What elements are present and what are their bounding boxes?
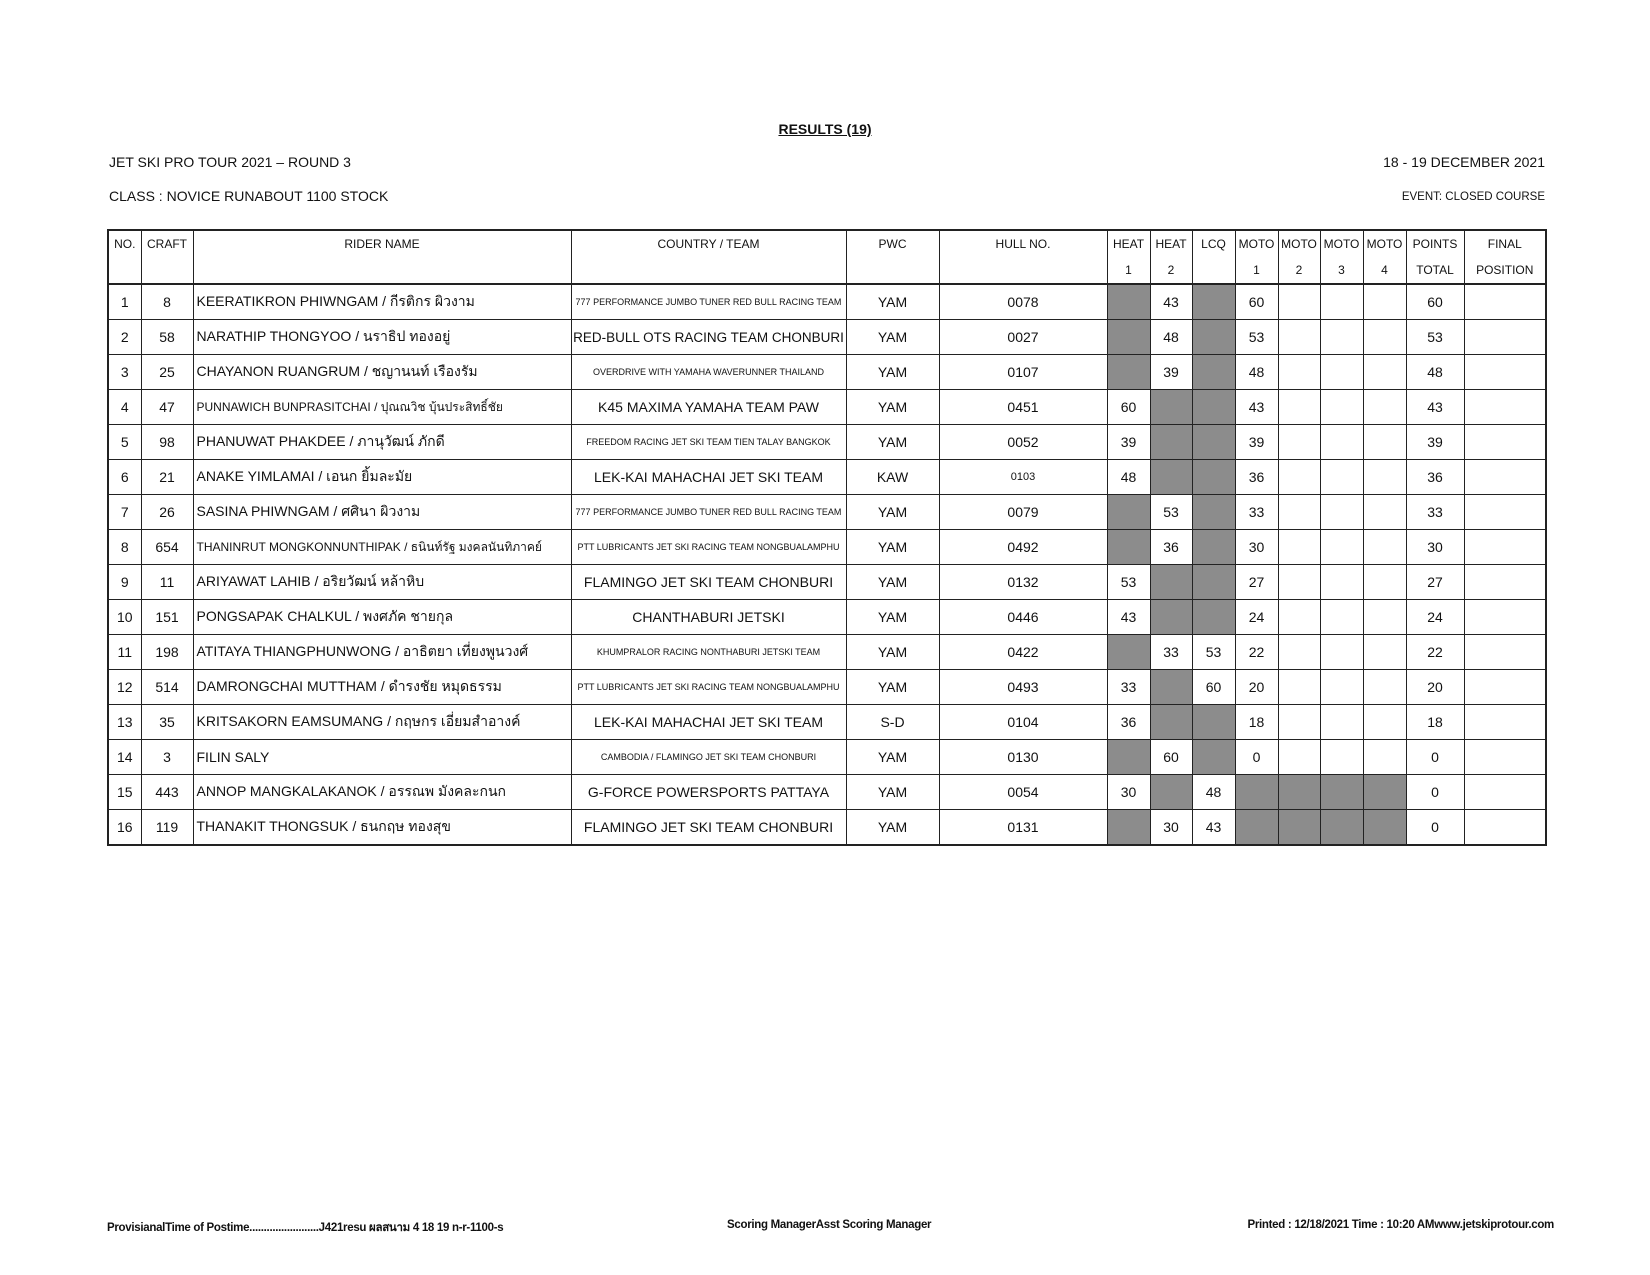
cell-hull: 0493 [939, 670, 1107, 705]
cell-rider: ATITAYA THIANGPHUNWONG / อาธิตยา เที่ยงพูนวงศ์ [193, 635, 571, 670]
cell-no: 13 [108, 705, 141, 740]
cell-final [1464, 565, 1546, 600]
cell-moto3 [1320, 390, 1363, 425]
cell-total: 0 [1406, 740, 1464, 775]
cell-pwc: YAM [846, 670, 939, 705]
table-row [108, 635, 1546, 670]
cell-team: K45 MAXIMA YAMAHA TEAM PAW [571, 390, 846, 425]
cell-hull: 0132 [939, 565, 1107, 600]
cell-craft: 151 [141, 600, 193, 635]
cell-final [1464, 390, 1546, 425]
table-row [108, 600, 1546, 635]
cell-moto2 [1278, 705, 1320, 740]
cell-moto1: 22 [1235, 635, 1278, 670]
cell-rider: ARIYAWAT LAHIB / อริยวัฒน์ หล้าหิบ [193, 565, 571, 600]
cell-heat2: 60 [1150, 740, 1192, 775]
table-row [108, 320, 1546, 355]
cell-hull: 0446 [939, 600, 1107, 635]
cell-craft: 11 [141, 565, 193, 600]
cell-lcq [1192, 565, 1235, 600]
cell-rider: PUNNAWICH BUNPRASITCHAI / ปุณณวิช บุ้นประสิทธิ์ชัย [193, 390, 571, 425]
cell-heat2: 36 [1150, 530, 1192, 565]
cell-rider: ANAKE YIMLAMAI / เอนก ยิ้มละมัย [193, 460, 571, 495]
cell-moto2 [1278, 355, 1320, 390]
cell-lcq: 48 [1192, 775, 1235, 810]
cell-moto1 [1235, 810, 1278, 846]
header-moto1-sub: 1 [1235, 257, 1278, 284]
cell-lcq [1192, 740, 1235, 775]
table-row [108, 740, 1546, 775]
header-team: COUNTRY / TEAM [571, 230, 846, 257]
cell-moto1: 43 [1235, 390, 1278, 425]
cell-hull: 0054 [939, 775, 1107, 810]
cell-heat1: 48 [1107, 460, 1150, 495]
cell-moto2 [1278, 775, 1320, 810]
cell-heat2 [1150, 775, 1192, 810]
cell-no: 4 [108, 390, 141, 425]
cell-final [1464, 495, 1546, 530]
cell-lcq [1192, 460, 1235, 495]
cell-no: 11 [108, 635, 141, 670]
cell-hull: 0131 [939, 810, 1107, 846]
cell-heat1 [1107, 635, 1150, 670]
header-rider: RIDER NAME [193, 230, 571, 257]
table-header [108, 230, 1546, 284]
header-hull: HULL NO. [939, 230, 1107, 257]
cell-no: 6 [108, 460, 141, 495]
cell-heat1 [1107, 284, 1150, 320]
cell-heat2 [1150, 600, 1192, 635]
header-total-sub: TOTAL [1406, 257, 1464, 284]
cell-total: 33 [1406, 495, 1464, 530]
cell-hull: 0052 [939, 425, 1107, 460]
cell-total: 0 [1406, 775, 1464, 810]
cell-craft: 35 [141, 705, 193, 740]
cell-final [1464, 810, 1546, 846]
header-moto3-sub: 3 [1320, 257, 1363, 284]
header-craft-sub [141, 257, 193, 284]
cell-moto4 [1363, 670, 1406, 705]
cell-pwc: YAM [846, 284, 939, 320]
results-table [107, 229, 1547, 846]
cell-team: FLAMINGO JET SKI TEAM CHONBURI [571, 810, 846, 846]
header-hull-sub [939, 257, 1107, 284]
cell-moto2 [1278, 600, 1320, 635]
cell-no: 8 [108, 530, 141, 565]
cell-heat1: 53 [1107, 565, 1150, 600]
cell-total: 43 [1406, 390, 1464, 425]
event-date: 18 - 19 DECEMBER 2021 [1383, 154, 1545, 170]
cell-moto3 [1320, 460, 1363, 495]
cell-moto3 [1320, 425, 1363, 460]
cell-moto4 [1363, 635, 1406, 670]
cell-heat2: 30 [1150, 810, 1192, 846]
cell-total: 36 [1406, 460, 1464, 495]
cell-no: 9 [108, 565, 141, 600]
cell-moto1: 60 [1235, 284, 1278, 320]
cell-team: CAMBODIA / FLAMINGO JET SKI TEAM CHONBURI [571, 740, 846, 775]
cell-final [1464, 425, 1546, 460]
cell-final [1464, 740, 1546, 775]
cell-rider: NARATHIP THONGYOO / นราธิป ทองอยู่ [193, 320, 571, 355]
cell-lcq [1192, 320, 1235, 355]
header-heat2-sub: 2 [1150, 257, 1192, 284]
cell-craft: 98 [141, 425, 193, 460]
cell-craft: 47 [141, 390, 193, 425]
cell-pwc: KAW [846, 460, 939, 495]
cell-no: 7 [108, 495, 141, 530]
cell-pwc: YAM [846, 565, 939, 600]
cell-final [1464, 320, 1546, 355]
table-row [108, 670, 1546, 705]
cell-moto3 [1320, 600, 1363, 635]
header-pwc-sub [846, 257, 939, 284]
cell-team: RED-BULL OTS RACING TEAM CHONBURI [571, 320, 846, 355]
cell-heat2: 48 [1150, 320, 1192, 355]
cell-craft: 514 [141, 670, 193, 705]
cell-final [1464, 775, 1546, 810]
cell-moto2 [1278, 495, 1320, 530]
header-total: POINTS [1406, 230, 1464, 257]
cell-moto1: 18 [1235, 705, 1278, 740]
cell-team: 777 PERFORMANCE JUMBO TUNER RED BULL RACING TEAM [571, 495, 846, 530]
cell-team: PTT LUBRICANTS JET SKI RACING TEAM NONGBUALAMPHU [571, 530, 846, 565]
cell-final [1464, 355, 1546, 390]
header-moto3: MOTO [1320, 230, 1363, 257]
cell-hull: 0130 [939, 740, 1107, 775]
cell-no: 14 [108, 740, 141, 775]
cell-craft: 443 [141, 775, 193, 810]
event-type: EVENT: CLOSED COURSE [1401, 191, 1545, 203]
cell-moto1: 48 [1235, 355, 1278, 390]
cell-moto4 [1363, 284, 1406, 320]
cell-heat1 [1107, 530, 1150, 565]
cell-craft: 8 [141, 284, 193, 320]
table-row [108, 530, 1546, 565]
cell-moto3 [1320, 355, 1363, 390]
cell-team: FREEDOM RACING JET SKI TEAM TIEN TALAY BANGKOK [571, 425, 846, 460]
cell-pwc: YAM [846, 355, 939, 390]
cell-lcq [1192, 600, 1235, 635]
header-craft: CRAFT [141, 230, 193, 257]
cell-heat1 [1107, 740, 1150, 775]
cell-moto2 [1278, 284, 1320, 320]
cell-lcq: 60 [1192, 670, 1235, 705]
cell-pwc: YAM [846, 495, 939, 530]
cell-craft: 198 [141, 635, 193, 670]
header-moto4: MOTO [1363, 230, 1406, 257]
cell-moto4 [1363, 740, 1406, 775]
header-moto2-sub: 2 [1278, 257, 1320, 284]
cell-final [1464, 530, 1546, 565]
table-row [108, 810, 1546, 846]
cell-no: 16 [108, 810, 141, 846]
cell-total: 48 [1406, 355, 1464, 390]
cell-team: LEK-KAI MAHACHAI JET SKI TEAM [571, 460, 846, 495]
header-moto1: MOTO [1235, 230, 1278, 257]
cell-moto1: 27 [1235, 565, 1278, 600]
cell-pwc: YAM [846, 775, 939, 810]
cell-lcq [1192, 355, 1235, 390]
cell-heat2 [1150, 425, 1192, 460]
cell-pwc: YAM [846, 635, 939, 670]
cell-final [1464, 635, 1546, 670]
cell-moto4 [1363, 320, 1406, 355]
cell-rider: THANAKIT THONGSUK / ธนกฤษ ทองสุข [193, 810, 571, 846]
cell-no: 15 [108, 775, 141, 810]
cell-total: 22 [1406, 635, 1464, 670]
cell-hull: 0451 [939, 390, 1107, 425]
cell-moto2 [1278, 530, 1320, 565]
cell-hull: 0027 [939, 320, 1107, 355]
table-row [108, 705, 1546, 740]
header-final-sub: POSITION [1464, 257, 1546, 284]
cell-moto3 [1320, 705, 1363, 740]
header-pwc: PWC [846, 230, 939, 257]
cell-moto4 [1363, 600, 1406, 635]
cell-craft: 26 [141, 495, 193, 530]
cell-no: 2 [108, 320, 141, 355]
cell-moto3 [1320, 565, 1363, 600]
cell-pwc: S-D [846, 705, 939, 740]
cell-pwc: YAM [846, 600, 939, 635]
cell-total: 0 [1406, 810, 1464, 846]
header-lcq-sub [1192, 257, 1235, 284]
cell-moto4 [1363, 775, 1406, 810]
cell-total: 53 [1406, 320, 1464, 355]
header-rider-sub [193, 257, 571, 284]
cell-rider: THANINRUT MONGKONNUNTHIPAK / ธนินท์รัฐ มงคลนันทิภาคย์ [193, 530, 571, 565]
cell-lcq [1192, 390, 1235, 425]
results-title: RESULTS (19) [778, 121, 872, 137]
footer-center: Scoring ManagerAsst Scoring Manager [727, 1219, 932, 1231]
cell-total: 60 [1406, 284, 1464, 320]
cell-moto4 [1363, 355, 1406, 390]
cell-moto2 [1278, 670, 1320, 705]
cell-moto2 [1278, 320, 1320, 355]
cell-team: KHUMPRALOR RACING NONTHABURI JETSKI TEAM [571, 635, 846, 670]
cell-moto1: 24 [1235, 600, 1278, 635]
cell-hull: 0103 [939, 460, 1107, 495]
cell-total: 20 [1406, 670, 1464, 705]
header-no: NO. [108, 230, 141, 257]
cell-final [1464, 705, 1546, 740]
table-row [108, 284, 1546, 320]
cell-moto1: 0 [1235, 740, 1278, 775]
cell-total: 24 [1406, 600, 1464, 635]
cell-pwc: YAM [846, 740, 939, 775]
cell-total: 30 [1406, 530, 1464, 565]
header-heat1: HEAT [1107, 230, 1150, 257]
cell-heat1: 33 [1107, 670, 1150, 705]
cell-hull: 0422 [939, 635, 1107, 670]
cell-pwc: YAM [846, 425, 939, 460]
cell-final [1464, 284, 1546, 320]
cell-heat1: 60 [1107, 390, 1150, 425]
cell-moto4 [1363, 495, 1406, 530]
cell-moto1: 36 [1235, 460, 1278, 495]
cell-rider: KEERATIKRON PHIWNGAM / กีรติกร ผิวงาม [193, 284, 571, 320]
event-name: JET SKI PRO TOUR 2021 – ROUND 3 [109, 154, 351, 170]
cell-no: 12 [108, 670, 141, 705]
cell-craft: 119 [141, 810, 193, 846]
cell-heat2 [1150, 705, 1192, 740]
cell-heat1: 43 [1107, 600, 1150, 635]
cell-rider: PHANUWAT PHAKDEE / ภานุวัฒน์ ภักดี [193, 425, 571, 460]
cell-moto4 [1363, 565, 1406, 600]
cell-moto4 [1363, 530, 1406, 565]
cell-no: 10 [108, 600, 141, 635]
cell-moto4 [1363, 705, 1406, 740]
table-body [108, 284, 1546, 845]
cell-final [1464, 670, 1546, 705]
table-row [108, 565, 1546, 600]
cell-moto3 [1320, 810, 1363, 846]
footer-left: ProvisianalTime of Postime........................J421resu ผลสนาม 4 18 19 n-r-1100-s [107, 1222, 504, 1234]
cell-moto1: 39 [1235, 425, 1278, 460]
class-name: CLASS : NOVICE RUNABOUT 1100 STOCK [109, 188, 389, 204]
cell-final [1464, 600, 1546, 635]
cell-craft: 3 [141, 740, 193, 775]
cell-lcq: 53 [1192, 635, 1235, 670]
table-row [108, 355, 1546, 390]
header-no-sub [108, 257, 141, 284]
cell-pwc: YAM [846, 530, 939, 565]
cell-total: 18 [1406, 705, 1464, 740]
cell-moto1: 30 [1235, 530, 1278, 565]
cell-team: FLAMINGO JET SKI TEAM CHONBURI [571, 565, 846, 600]
cell-team: CHANTHABURI JETSKI [571, 600, 846, 635]
cell-moto2 [1278, 425, 1320, 460]
cell-moto3 [1320, 495, 1363, 530]
cell-craft: 58 [141, 320, 193, 355]
cell-pwc: YAM [846, 390, 939, 425]
cell-moto2 [1278, 390, 1320, 425]
cell-heat2 [1150, 565, 1192, 600]
cell-moto2 [1278, 635, 1320, 670]
cell-team: PTT LUBRICANTS JET SKI RACING TEAM NONGBUALAMPHU [571, 670, 846, 705]
cell-moto3 [1320, 670, 1363, 705]
cell-moto3 [1320, 635, 1363, 670]
header-team-sub [571, 257, 846, 284]
table-row [108, 775, 1546, 810]
cell-craft: 21 [141, 460, 193, 495]
cell-moto4 [1363, 425, 1406, 460]
cell-hull: 0492 [939, 530, 1107, 565]
cell-moto4 [1363, 390, 1406, 425]
header-heat2: HEAT [1150, 230, 1192, 257]
cell-lcq [1192, 425, 1235, 460]
cell-heat1: 30 [1107, 775, 1150, 810]
cell-pwc: YAM [846, 810, 939, 846]
cell-heat1 [1107, 495, 1150, 530]
cell-heat2 [1150, 390, 1192, 425]
cell-hull: 0078 [939, 284, 1107, 320]
header-heat1-sub: 1 [1107, 257, 1150, 284]
cell-lcq [1192, 284, 1235, 320]
footer-right: Printed : 12/18/2021 Time : 10:20 AMwww.jetskiprotour.com [1247, 1219, 1554, 1231]
header-moto4-sub: 4 [1363, 257, 1406, 284]
cell-rider: FILIN SALY [193, 740, 571, 775]
cell-moto3 [1320, 284, 1363, 320]
cell-pwc: YAM [846, 320, 939, 355]
cell-moto1 [1235, 775, 1278, 810]
cell-moto4 [1363, 460, 1406, 495]
cell-craft: 654 [141, 530, 193, 565]
cell-rider: DAMRONGCHAI MUTTHAM / ดำรงชัย หมุดธรรม [193, 670, 571, 705]
cell-rider: SASINA PHIWNGAM / ศศินา ผิวงาม [193, 495, 571, 530]
cell-hull: 0079 [939, 495, 1107, 530]
cell-rider: CHAYANON RUANGRUM / ชญานนท์ เรืองรัม [193, 355, 571, 390]
cell-no: 1 [108, 284, 141, 320]
cell-no: 5 [108, 425, 141, 460]
cell-craft: 25 [141, 355, 193, 390]
cell-heat1 [1107, 355, 1150, 390]
cell-rider: KRITSAKORN EAMSUMANG / กฤษกร เอี่ยมสำอางค์ [193, 705, 571, 740]
cell-total: 27 [1406, 565, 1464, 600]
cell-moto2 [1278, 565, 1320, 600]
cell-moto3 [1320, 740, 1363, 775]
header-lcq: LCQ [1192, 230, 1235, 257]
cell-team: OVERDRIVE WITH YAMAHA WAVERUNNER THAILAND [571, 355, 846, 390]
header-moto2: MOTO [1278, 230, 1320, 257]
table-row [108, 425, 1546, 460]
cell-hull: 0104 [939, 705, 1107, 740]
cell-moto2 [1278, 460, 1320, 495]
cell-total: 39 [1406, 425, 1464, 460]
cell-final [1464, 460, 1546, 495]
cell-rider: ANNOP MANGKALAKANOK / อรรณพ มังคละกนก [193, 775, 571, 810]
cell-team: LEK-KAI MAHACHAI JET SKI TEAM [571, 705, 846, 740]
cell-heat2: 43 [1150, 284, 1192, 320]
cell-heat1 [1107, 810, 1150, 846]
cell-moto1: 53 [1235, 320, 1278, 355]
cell-heat1: 36 [1107, 705, 1150, 740]
header-final: FINAL [1464, 230, 1546, 257]
cell-heat2: 39 [1150, 355, 1192, 390]
table-row [108, 390, 1546, 425]
cell-team: G-FORCE POWERSPORTS PATTAYA [571, 775, 846, 810]
cell-heat1: 39 [1107, 425, 1150, 460]
cell-moto4 [1363, 810, 1406, 846]
cell-heat2 [1150, 460, 1192, 495]
table-row [108, 460, 1546, 495]
cell-lcq [1192, 705, 1235, 740]
table-row [108, 495, 1546, 530]
cell-moto3 [1320, 530, 1363, 565]
cell-moto3 [1320, 775, 1363, 810]
cell-team: 777 PERFORMANCE JUMBO TUNER RED BULL RACING TEAM [571, 284, 846, 320]
cell-rider: PONGSAPAK CHALKUL / พงศภัค ชายกุล [193, 600, 571, 635]
cell-moto1: 33 [1235, 495, 1278, 530]
cell-lcq: 43 [1192, 810, 1235, 846]
cell-moto1: 20 [1235, 670, 1278, 705]
cell-lcq [1192, 495, 1235, 530]
cell-no: 3 [108, 355, 141, 390]
cell-moto3 [1320, 320, 1363, 355]
cell-hull: 0107 [939, 355, 1107, 390]
cell-heat2 [1150, 670, 1192, 705]
cell-lcq [1192, 530, 1235, 565]
cell-heat2: 33 [1150, 635, 1192, 670]
cell-moto2 [1278, 740, 1320, 775]
cell-heat1 [1107, 320, 1150, 355]
cell-moto2 [1278, 810, 1320, 846]
cell-heat2: 53 [1150, 495, 1192, 530]
